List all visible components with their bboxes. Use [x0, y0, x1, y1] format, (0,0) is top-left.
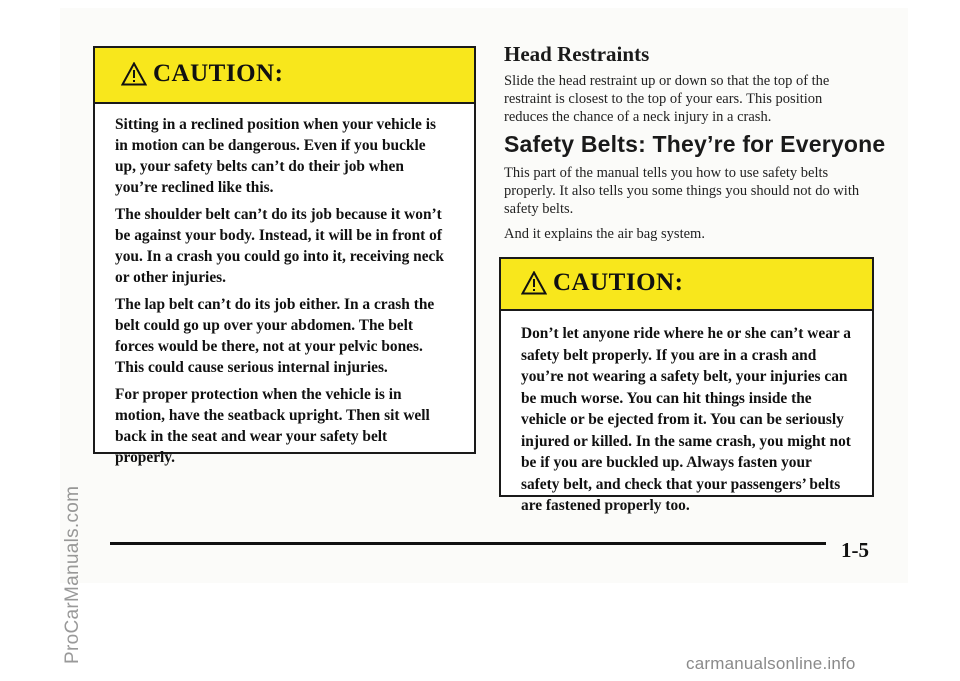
left-caution-paragraph: The lap belt can’t do its job either. In a crash the belt could go up over your abdomen. The belt forces would be there, not at your pelvic bones. This could cause serious internal injuries.	[115, 296, 435, 376]
right-caution-header	[501, 259, 872, 311]
page-number: 1-5	[841, 538, 869, 562]
left-caution-paragraph: The shoulder belt can’t do its job because it won’t be against your body. Instead, it will be in front of you. In a crash you could go into it, receiving neck or other injuries.	[115, 206, 444, 286]
left-caution-paragraph: Sitting in a reclined position when your vehicle is in motion can be dangerous. Even if you buckle up, your safety belts can’t do their job when you’re reclined like this.	[115, 116, 436, 196]
footer-watermark: carmanualsonline.info	[686, 654, 856, 673]
left-caution-paragraph: For proper protection when the vehicle is in motion, have the seatback upright. Then sit well back in the seat and wear your safety belt properly.	[115, 386, 430, 466]
right-caution-body	[501, 311, 867, 517]
right-caution-paragraph: Don’t let anyone ride where he or she can’t wear a safety belt properly. If you are in a crash and you’re not wearing a safety belt, your injuries can be much worse. You can hit things inside the vehicle or be ejected from it. You can be seriously injured or killed. In the same crash, you might not be if you are buckled up. Always fasten your safety belt, and check that your passengers’ belts are fastened properly too.	[521, 325, 851, 514]
left-caution-box	[93, 46, 476, 466]
side-watermark: ProCarManuals.com	[62, 485, 83, 664]
safety-belts-text: This part of the manual tells you how to use safety belts properly. It also tells you some things you should not do with safety belts.	[504, 165, 860, 217]
right-caution-title: CAUTION:	[553, 269, 684, 296]
footer-rule	[110, 542, 826, 545]
head-restraints-text: Slide the head restraint up or down so that the top of the restraint is closest to the top of your ears. This position reduces the chance of a neck injury in a crash.	[504, 73, 830, 125]
warning-triangle-icon	[121, 62, 147, 86]
warning-triangle-icon	[521, 271, 547, 295]
left-caution-header	[95, 48, 474, 104]
left-caution-body	[95, 104, 461, 468]
left-caution-title: CAUTION:	[153, 60, 284, 87]
safety-belts-text-2: And it explains the air bag system.	[504, 226, 705, 242]
safety-belts-heading: Safety Belts: They’re for Everyone	[504, 131, 886, 157]
head-restraints-heading: Head Restraints	[504, 42, 650, 66]
right-caution-box	[499, 257, 874, 514]
